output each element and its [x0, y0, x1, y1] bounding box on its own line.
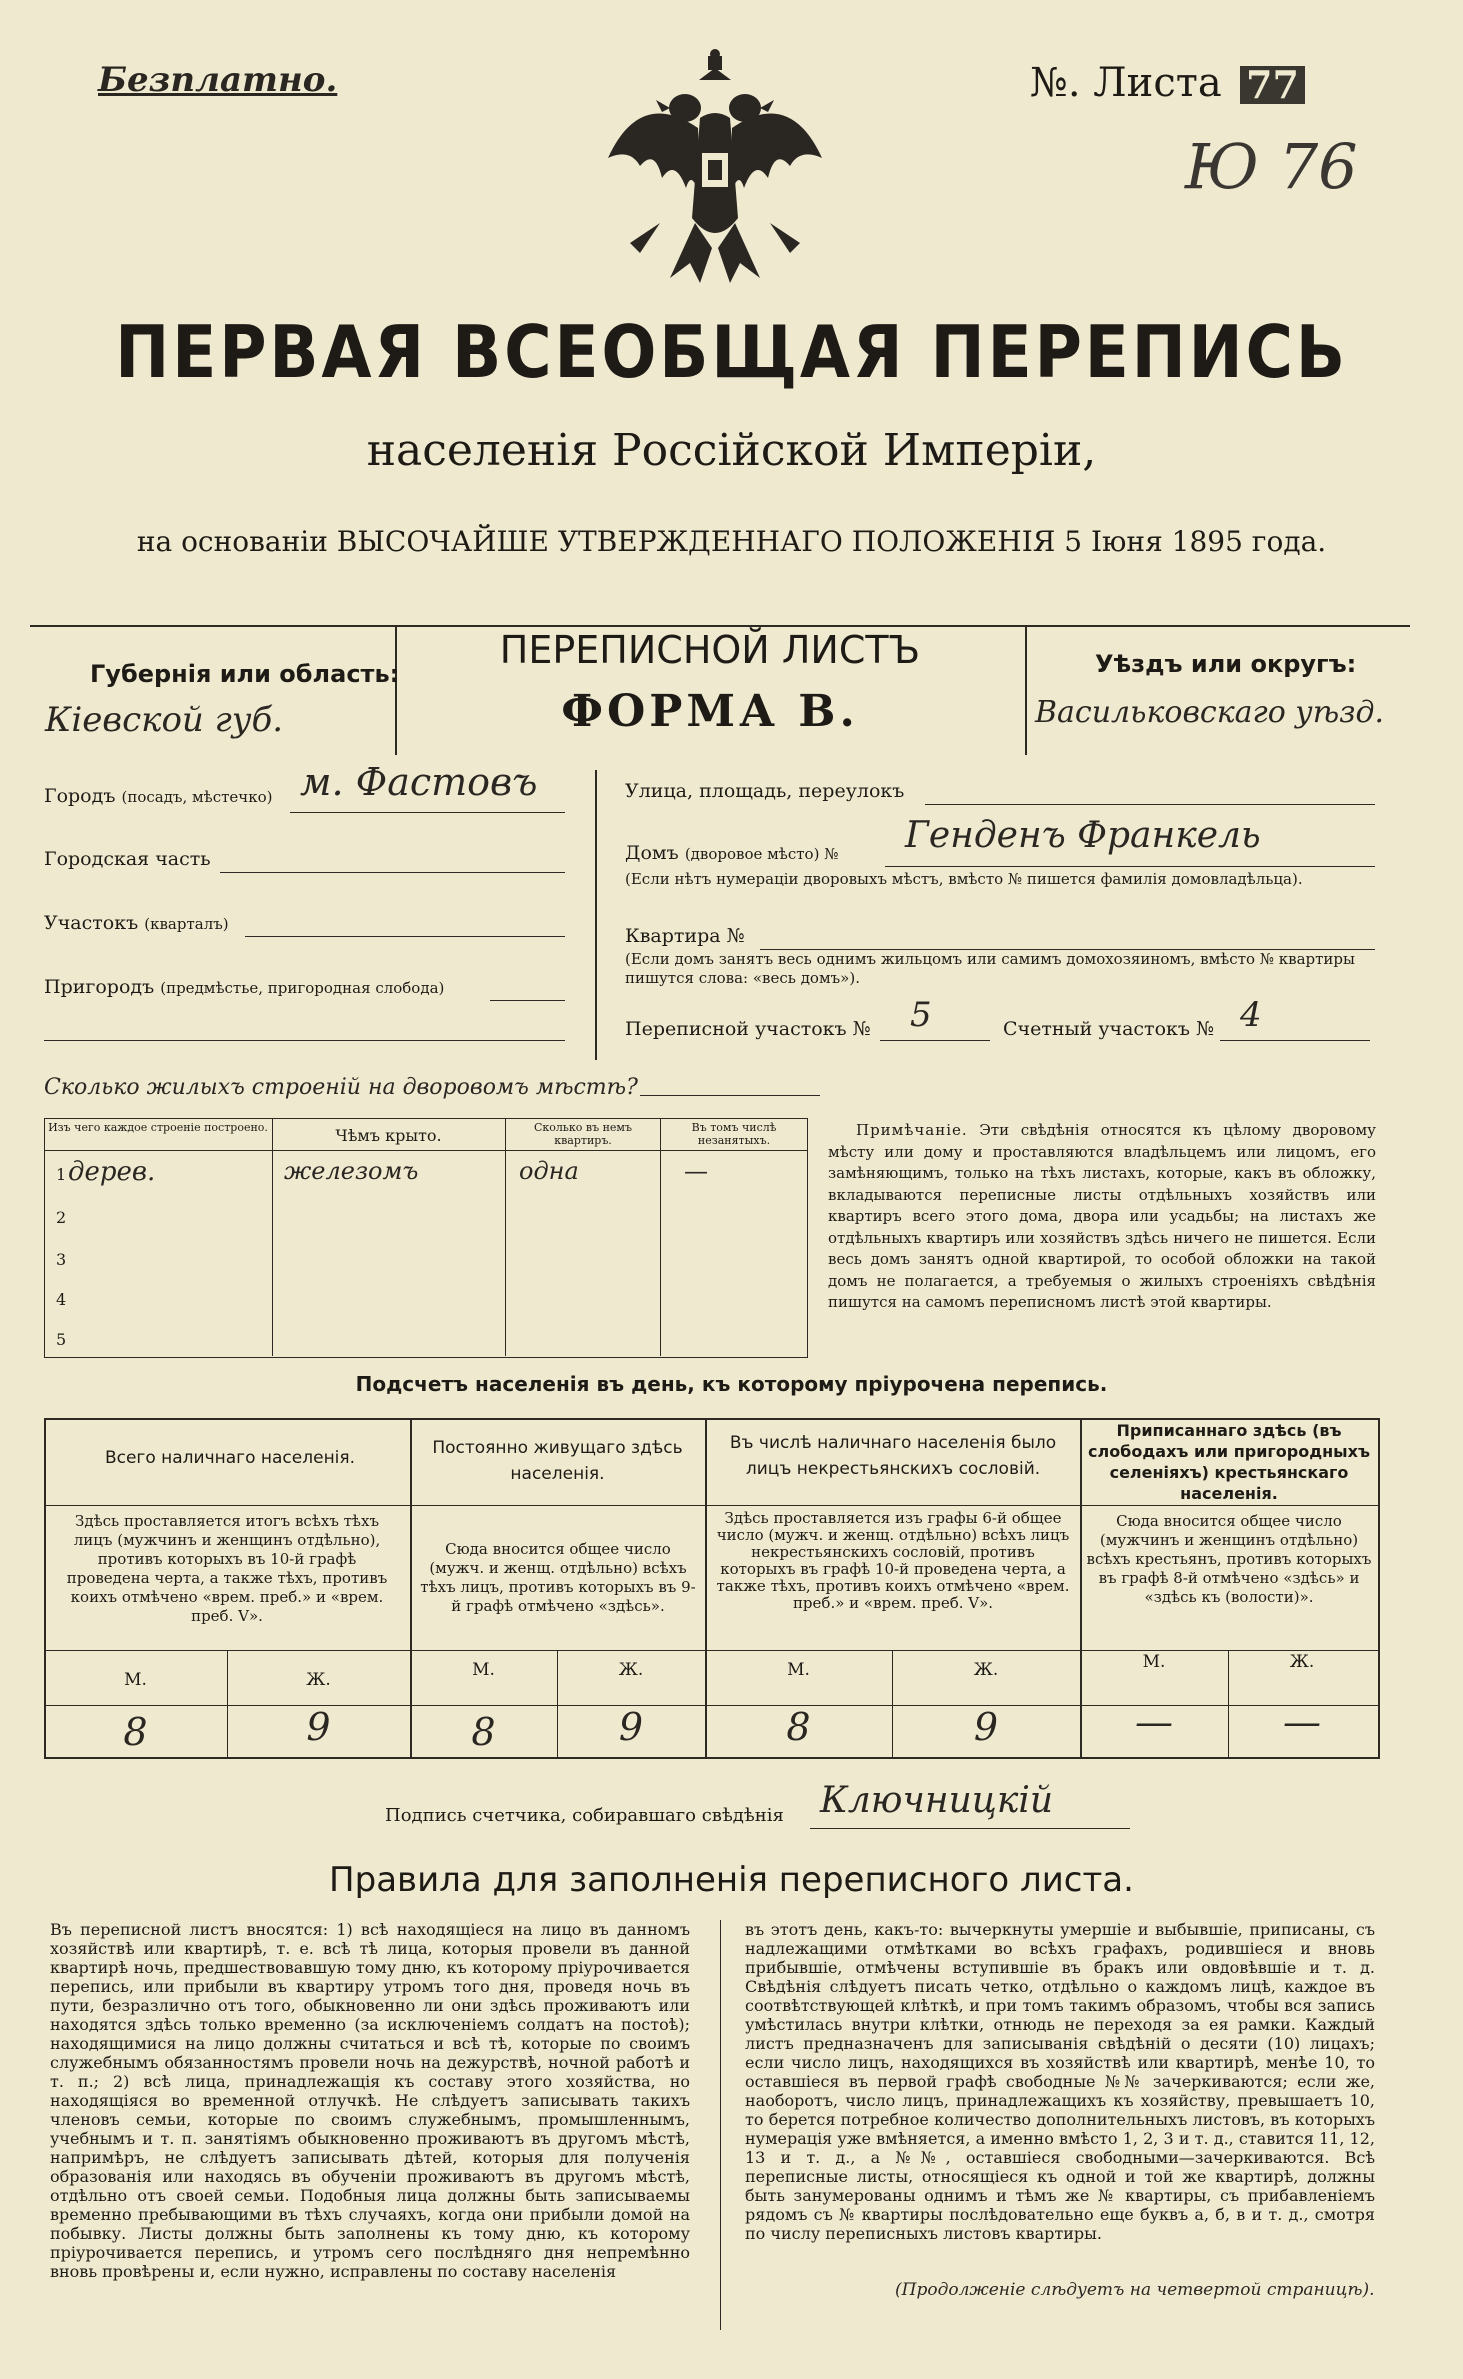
free-label: Безплатно.	[98, 60, 338, 100]
rules-left: Въ переписной листъ вносятся: 1) всѣ находящіеся на лицо въ данномъ хозяйствѣ или квартирѣ, т. е. всѣ тѣ лица, которыя провели въ данной квартирѣ ночь, предшествовавшую тому дню, къ которому пріурочивается перепись, или прибыли въ квартиру утромъ того дня, проведя ночь въ пути, безразлично отъ того, обыкновенно ли они здѣсь проживаютъ или находятся здѣсь только временно (за исключеніемъ солдатъ на постоѣ); находящимися на лицо должны считаться и всѣ тѣ, которые по своимъ служебнымъ обязанностямъ провели ночь на дежурствѣ, ночной работѣ и т. п.; 2) всѣ лица, принадлежащія къ составу этого хозяйства, но находящіяся во временной отлучкѣ. Не слѣдуетъ записывать такихъ членовъ семьи, которые по своимъ служебнымъ, промышленнымъ, учебнымъ и т. п. занятіямъ обыкновенно проживаютъ въ другомъ мѣстѣ, напримѣръ, не слѣдуетъ записывать дѣтей, которыя для полученія образованія или находясь въ обученіи проживаютъ въ другомъ мѣстѣ, отдѣльно отъ своей семьи. Подобныя лица должны быть записываемы временно пребывающими въ тѣхъ случаяхъ, когда они прибыли домой на побывку. Листы должны быть заполнены къ тому дню, къ которому пріурочивается перепись, и утромъ сего послѣдняго дня непремѣнно вновь провѣрены и, если нужно, исправлены по составу населенія	[50, 1920, 690, 2281]
dom-value: Генденъ Франкель	[905, 815, 1261, 856]
gubernia-label: Губернія или область:	[90, 660, 400, 688]
dom-note: (Если нѣтъ нумераціи дворовыхъ мѣстъ, вмѣсто № пишется фамилія домовладѣльца).	[625, 870, 1303, 888]
count-z-label: Ж.	[306, 1670, 331, 1690]
material-value: дерев.	[68, 1157, 156, 1187]
signature-label: Подпись счетчика, собиравшаго свѣдѣнія	[385, 1805, 784, 1826]
form-letter: ФОРМА В.	[561, 686, 859, 737]
note-text: Эти свѣдѣнія относятся къ цѣлому дворовому мѣсту или дому и проставляются владѣльцемъ или лицомъ, его замѣняющимъ, только на тѣхъ листахъ, которые, какъ въ обложку, вкладываются переписные листы отдѣльныхъ хозяйствъ или квартиръ всего этого дома, двора или усадьбы; на листахъ же отдѣльныхъ квартиръ или хозяйствъ здѣсь ничего не пишется. Если весь домъ занятъ одной квартирой, то особой обложки на такой домъ не полагается, а требуемыя о жилыхъ строеніяхъ свѣдѣнія пишутся на самомъ переписномъ листѣ этой квартиры.	[828, 1121, 1376, 1311]
buildings-header-flats: Сколько въ немъ квартиръ.	[534, 1121, 632, 1147]
dom-label	[625, 842, 838, 864]
uezd-label: Уѣздъ или округъ:	[1095, 650, 1357, 678]
flats-value: одна	[519, 1157, 579, 1185]
gubernia-value: Кіевской губ.	[45, 700, 284, 740]
count-z-label: Ж.	[1289, 1652, 1315, 1672]
uchastok-sub-text: (кварталъ)	[144, 915, 229, 933]
signature-value: Ключницкій	[820, 1780, 1054, 1821]
count-total-z: 9	[306, 1705, 331, 1749]
schet-uchastok-label: Счетный участокъ №	[1003, 1018, 1214, 1040]
buildings-question: Сколько жилыхъ строеній на дворовомъ мѣстѣ?	[44, 1075, 638, 1100]
gorod-label-text: Городъ	[44, 785, 116, 807]
count-col-total-head: Всего наличнаго населенія.	[104, 1448, 356, 1468]
rules-right: въ этотъ день, какъ-то: вычеркнуты умершіе и выбывшіе, приписаны, съ надлежащими отмѣтками во всѣхъ графахъ, родившіеся и вновь прибывшіе, отмѣчены вступившіе въ бракъ или овдовѣвшіе и т. д. Свѣдѣнія слѣдуетъ писать четко, отдѣльно о каждомъ лицѣ, каждое въ соотвѣтствующей клѣткѣ, и при томъ такимъ образомъ, чтобы вся запись умѣстилась внутри клѣтки, отнюдь не переходя за ея рамки. Каждый листъ предназначенъ для записыванія свѣдѣній о десяти (10) лицахъ; если число лицъ, находящихся въ хозяйствѣ или квартирѣ, менѣе 10, то оставшіеся въ первой графѣ свободные №№ зачеркиваются; если же, наоборотъ, число лицъ, принадлежащихъ къ хозяйству, превышаетъ 10, то берется потребное количество дополнительныхъ листовъ, въ которыхъ нумерація уже вмѣняется, а именно вмѣсто 1, 2, 3 и т. д., ставится 11, 12, 13 и т. д., а №№, оставшіеся свободными—зачеркиваются. Всѣ переписные листы, относящіеся къ одной и той же квартирѣ, должны быть занумерованы однимъ и тѣмъ же № квартиры, съ прибавленіемъ рядомъ съ № квартиры послѣдовательно еще буквъ а, б, в и т. д., смотря по числу переписныхъ листовъ квартиры.	[745, 1920, 1375, 2243]
count-m-label: М.	[787, 1660, 810, 1680]
dom-sub-text: (дворовое мѣсто) №	[684, 845, 839, 863]
row-number: 1	[56, 1165, 67, 1184]
row-number: 5	[56, 1330, 67, 1349]
count-z-label: Ж.	[973, 1660, 999, 1680]
chast-label: Городская часть	[44, 848, 211, 870]
count-permanent-z: 9	[618, 1705, 644, 1749]
row-number: 3	[56, 1250, 67, 1269]
perepis-uchastok-value: 5	[910, 995, 932, 1035]
count-col-nonpeasant-head: Въ числѣ наличнаго населенія было лицъ некрестьянскихъ сословій.	[729, 1433, 1057, 1479]
kvartira-note: (Если домъ занятъ весь однимъ жильцомъ или самимъ домохозяиномъ, вмѣсто № квартиры пишутся слова: «весь домъ»).	[625, 950, 1355, 987]
buildings-header-material: Изъ чего каждое строеніе построено.	[48, 1121, 268, 1134]
sheet-number: 77	[1240, 66, 1305, 104]
buildings-table	[44, 1118, 808, 1358]
note-title: Примѣчаніе.	[856, 1121, 968, 1139]
count-peasant-m: —	[1135, 1700, 1173, 1744]
uchastok-label-text: Участокъ	[44, 912, 139, 934]
count-col-total-desc: Здѣсь проставляется итогъ всѣхъ тѣхъ лицъ (мужчинъ и женщинъ отдѣльно), противъ которыхъ въ 10-й графѣ проведена черта, а также тѣхъ, противъ коихъ отмѣчено «врем. преб.» и «врем. преб. V».	[66, 1512, 388, 1625]
count-col-peasant-desc: Сюда вносится общее число (мужчинъ и женщинъ отдѣльно) всѣхъ крестьянъ, противъ которыхъ въ графѣ 8-й отмѣчено «здѣсь» и «здѣсь къ (волости)».	[1086, 1512, 1372, 1606]
count-title: Подсчетъ населенія въ день, къ которому пріурочена перепись.	[355, 1372, 1108, 1396]
count-nonpeasant-z: 9	[973, 1705, 999, 1749]
archive-number: Ю 76	[1185, 130, 1358, 203]
rules-continue: (Продолженіе слѣдуетъ на четвертой страницѣ).	[895, 2280, 1375, 2300]
count-m-label: М.	[1142, 1652, 1166, 1672]
uezd-value: Васильковскаго уѣзд.	[1035, 695, 1385, 730]
prigorod-label-text: Пригородъ	[44, 976, 155, 998]
kvartira-label: Квартира №	[625, 925, 745, 947]
page-basis: на основаніи ВЫСОЧАЙШЕ УТВЕРЖДЕННАГО ПОЛОЖЕНІЯ 5 Іюня 1895 года.	[136, 525, 1327, 558]
schet-uchastok-value: 4	[1240, 995, 1262, 1035]
count-peasant-z: —	[1283, 1700, 1321, 1744]
count-m-label: М.	[472, 1660, 495, 1680]
rules-title: Правила для заполненія переписного листа.	[329, 1860, 1134, 1900]
buildings-header-roof: Чѣмъ крыто.	[335, 1126, 442, 1145]
ulitsa-label: Улица, площадь, переулокъ	[625, 780, 905, 802]
count-col-peasant-head: Приписаннаго здѣсь (въ слободахъ или пригородныхъ селеніяхъ) крестьянскаго населенія.	[1087, 1421, 1370, 1503]
count-col-nonpeasant-desc: Здѣсь проставляется изъ графы 6-й общее число (мужч. и женщ. отдѣльно) всѣхъ лицъ некрестьянскихъ сословій, противъ которыхъ въ графѣ 10-й проведена черта, а также тѣхъ, противъ коихъ отмѣчено «врем. преб.» и «врем. преб. V».	[716, 1509, 1070, 1612]
count-total-m: 8	[123, 1710, 148, 1754]
imperial-eagle-icon	[600, 48, 830, 288]
page-subtitle: населенія Россійской Имперіи,	[366, 425, 1097, 476]
gorod-value: м. Фастовъ	[300, 760, 538, 804]
uchastok-label	[44, 912, 229, 934]
row-number: 4	[56, 1290, 67, 1309]
count-col-permanent-head: Постоянно живущаго здѣсь населенія.	[432, 1438, 683, 1484]
row-number: 2	[56, 1208, 67, 1227]
count-nonpeasant-m: 8	[786, 1705, 811, 1749]
sheet-number-label: №. Листа	[1030, 60, 1222, 106]
vacant-value: —	[684, 1157, 708, 1185]
count-permanent-m: 8	[471, 1710, 496, 1754]
page-title: ПЕРВАЯ ВСЕОБЩАЯ ПЕРЕПИСЬ	[115, 310, 1348, 394]
perepis-uchastok-label: Переписной участокъ №	[625, 1018, 871, 1040]
buildings-note	[828, 1120, 1376, 1314]
count-z-label: Ж.	[618, 1660, 644, 1680]
dom-label-text: Домъ	[625, 842, 679, 864]
gorod-sub-text: (посадъ, мѣстечко)	[121, 788, 273, 806]
prigorod-sub-text: (предмѣстье, пригородная слобода)	[160, 979, 445, 997]
gorod-label	[44, 785, 272, 807]
roof-value: железомъ	[284, 1157, 419, 1185]
sheet-title: ПЕРЕПИСНОЙ ЛИСТЪ	[499, 628, 921, 672]
count-col-permanent-desc: Сюда вносится общее число (мужч. и женщ. отдѣльно) всѣхъ тѣхъ лицъ, противъ которыхъ въ 9-й графѣ отмѣчено «здѣсь».	[420, 1540, 696, 1615]
buildings-header-vacant: Въ томъ числѣ незанятыхъ.	[691, 1121, 777, 1147]
prigorod-label	[44, 976, 444, 998]
count-m-label: М.	[124, 1670, 147, 1690]
